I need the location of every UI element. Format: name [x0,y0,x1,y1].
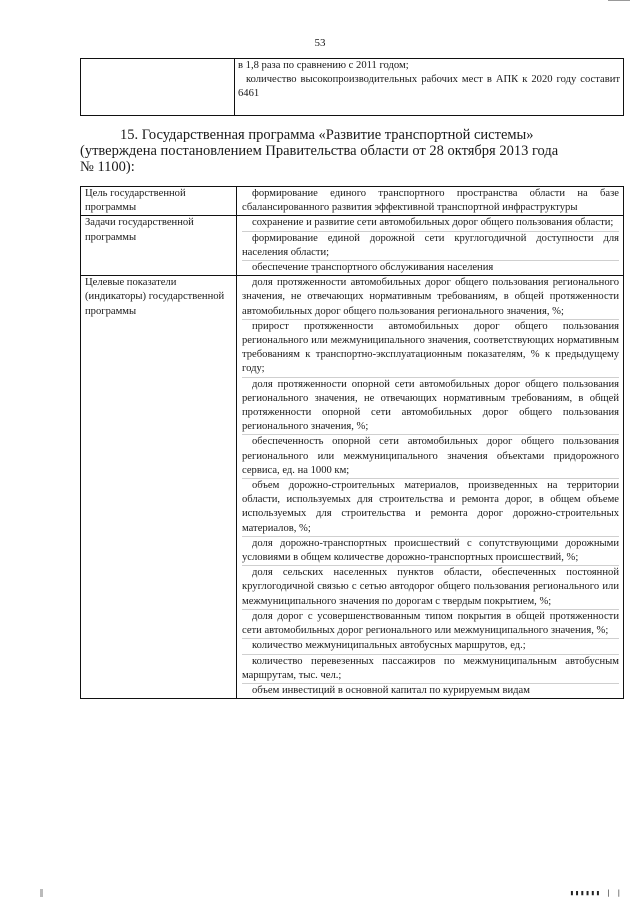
list-item: доля дорожно-транспортных происшествий с сопутствующими дорожными условиями в общем количестве дорожно-транспортных происшествий, %; [242,537,619,566]
list-item: количество перевезенных пассажиров по межмуниципальным автобусным маршрутам, тыс. чел.; [242,655,619,684]
heading-line: (утверждена постановлением Правительства области от 28 октября 2013 года [80,143,559,159]
page-number: 53 [314,37,326,49]
scan-corner-mark [608,0,630,3]
row-content [237,216,624,276]
list-item: прирост протяженности автомобильных дорог общего пользования регионального или межмуниципального значения, соответствующих нормативным требованиям к транспортно-эксплуатационным показателям, % к предыдущему году; [242,320,619,378]
heading-line: № 1100): [80,159,135,175]
table-row [81,276,624,699]
row-label: Цель государственной программы [81,187,237,216]
row-label: Задачи государственной программы [81,216,237,276]
row-label: Целевые показатели (индикаторы) государственной программы [81,276,237,699]
row-content [237,276,624,699]
section-heading [80,127,625,175]
list-item: формирование единого транспортного пространства области на базе сбалансированного развития эффективной транспортной инфраструктуры [242,188,619,214]
table-cell-content [235,59,624,116]
list-item: сохранение и развитие сети автомобильных дорог общего пользования области; [242,216,619,231]
list-item: формирование единой дорожной сети круглогодичной доступности для населения области; [242,232,619,261]
table-cell-label [81,59,235,116]
text-line: количество высокопроизводительных рабочих мест в АПК к 2020 году составит 6461 [238,74,620,100]
list-item: доля протяженности автомобильных дорог общего пользования регионального значения, не отвечающих нормативным требованиям, в общей протяженности автомобильных дорог общего пользования регионального значения, %; [242,276,619,320]
list-item: обеспеченность опорной сети автомобильных дорог общего пользования регионального или межмуниципального значения объектами придорожного сервиса, ед. на 1000 км; [242,435,619,479]
list-item: количество межмуниципальных автобусных маршрутов, ед.; [242,639,619,654]
continuation-table [80,58,624,116]
list-item: доля сельских населенных пунктов области, обеспеченных постоянной круглогодичной связью с сетью автодорог общего пользования регионального или межмуниципального значения по дорогам с твердым покрытием, %; [242,566,619,610]
heading-line: 15. Государственная программа «Развитие транспортной системы» [120,127,534,143]
table-row [81,216,624,276]
scan-footer-mark [40,889,43,897]
list-item: обеспечение транспортного обслуживания населения [252,262,494,274]
list-item: доля дорог с усовершенствованным типом покрытия в общей протяженности сети автомобильных дорог регионального или межмуниципального значения, %; [242,610,619,639]
list-item: объем инвестиций в основной капитал по курируемым видам [252,684,530,696]
list-item: доля протяженности опорной сети автомобильных дорог общего пользования регионального значения, не отвечающих нормативным требованиям, в общей протяженности опорной сети автомобильных дорог общего пользования регионального значения, %; [242,378,619,436]
scan-barcode-mark: ▮▮▮▮▮▮ | | [569,889,622,897]
row-content [237,187,624,216]
table-row [81,187,624,216]
program-table [80,186,624,699]
table-row [81,59,624,116]
list-item: объем дорожно-строительных материалов, произведенных на территории области, используемых для строительства и ремонта дорог, в общем объеме используемых для строительства и ремонта дорог дорожно-строительных материалов, %; [242,479,619,537]
text-line: в 1,8 раза по сравнению с 2011 годом; [238,60,409,71]
